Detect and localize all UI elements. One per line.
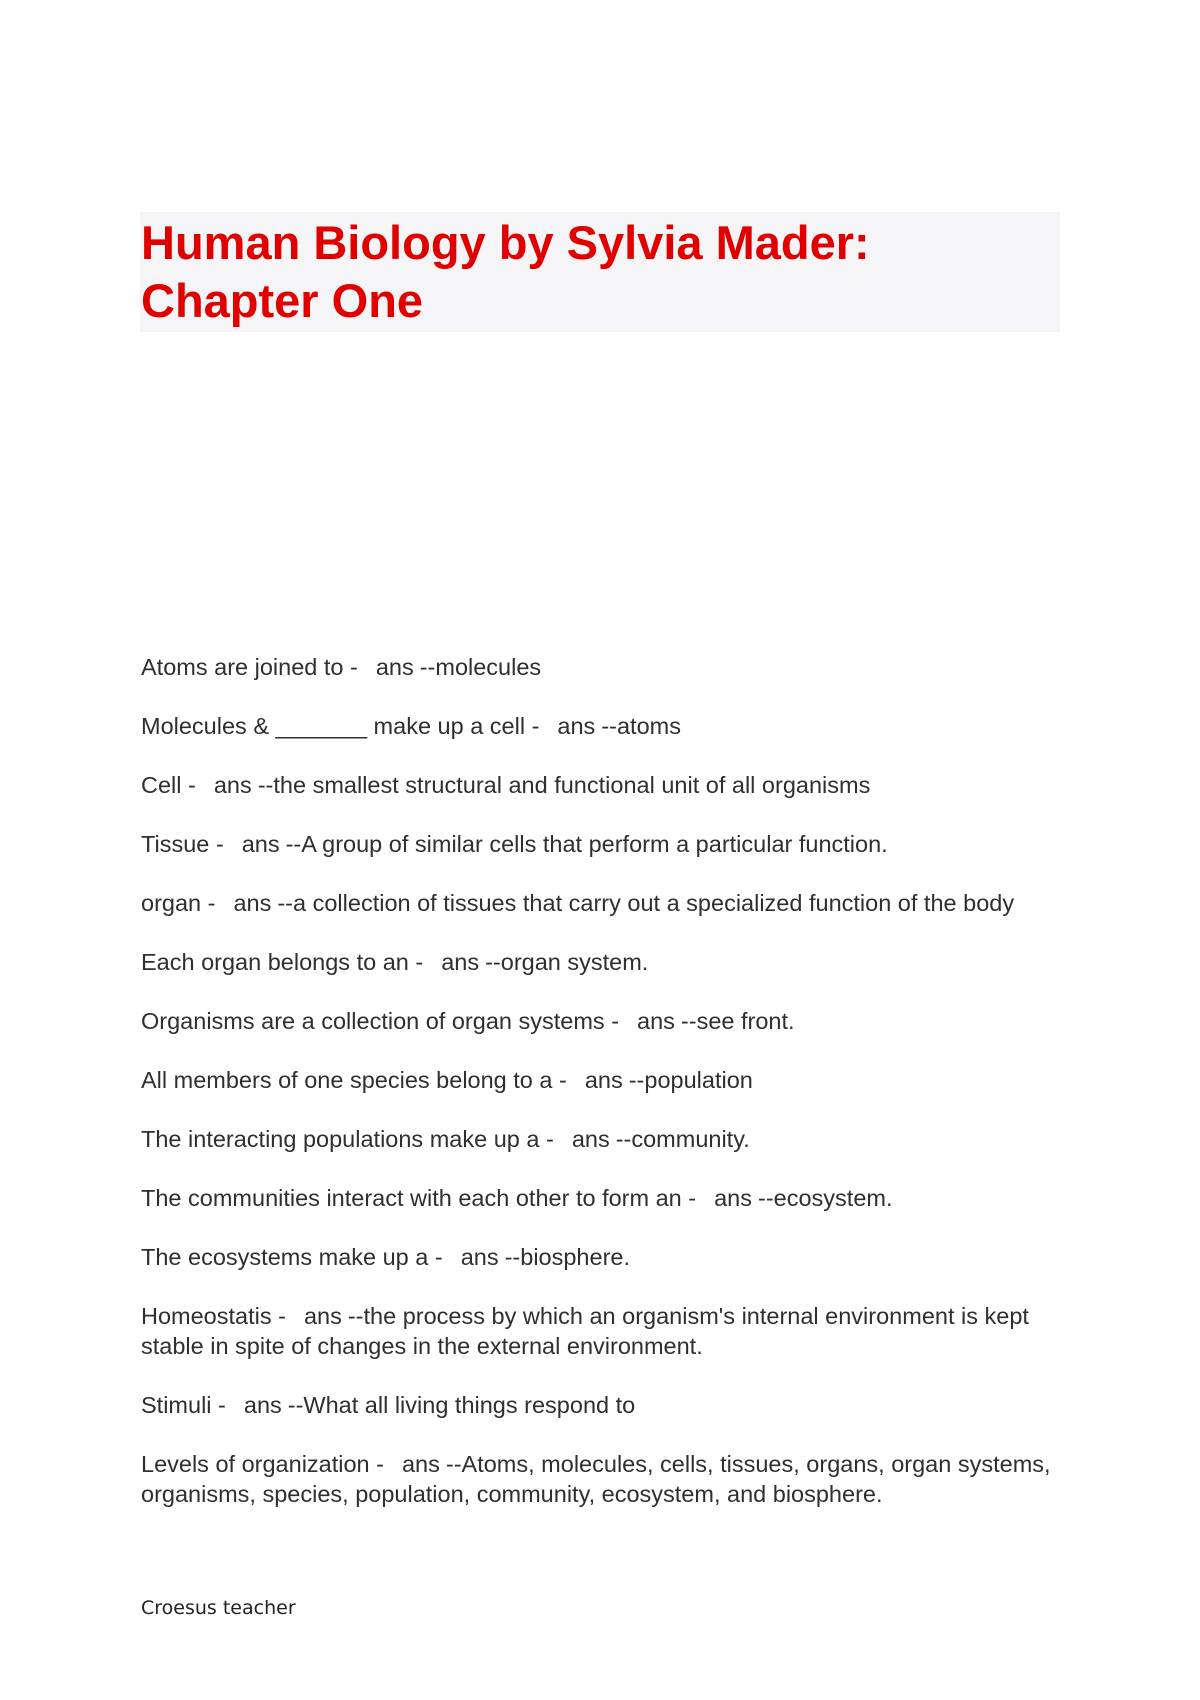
footer-author: Croesus teacher [141, 1597, 296, 1619]
answer: --population [628, 1067, 753, 1093]
question: Molecules & _______ make up a cell - [141, 713, 540, 739]
ans-label: ans [441, 949, 480, 975]
answer: --Atoms, molecules, cells, tissues, organs, organ systems, organisms, species, population, community, ecosystem, and biosphere. [141, 1451, 1051, 1507]
ans-label: ans [303, 1303, 342, 1329]
answer: --biosphere. [504, 1244, 630, 1270]
question: Organisms are a collection of organ systems - [141, 1008, 620, 1034]
question: The ecosystems make up a - [141, 1244, 443, 1270]
question: organ - [141, 890, 216, 916]
ans-label: ans [460, 1244, 499, 1270]
ans-label: ans [557, 713, 596, 739]
question: Levels of organization - [141, 1451, 384, 1477]
question: The communities interact with each other to form an - [141, 1185, 697, 1211]
answer: --a collection of tissues that carry out a specialized function of the body [277, 890, 1015, 916]
answer: --organ system. [485, 949, 649, 975]
title-line-2: Chapter One [141, 274, 424, 327]
qa-item [141, 1390, 1061, 1420]
ans-label: ans [571, 1126, 610, 1152]
qa-item [141, 1124, 1061, 1154]
qa-item [141, 1301, 1061, 1361]
qa-item [141, 1006, 1061, 1036]
ans-label: ans [241, 831, 280, 857]
qa-item [141, 829, 1061, 859]
qa-item [141, 711, 1061, 741]
answer: --see front. [680, 1008, 795, 1034]
answer: --A group of similar cells that perform a particular function. [285, 831, 888, 857]
ans-label: ans [375, 654, 414, 680]
ans-label: ans [233, 890, 272, 916]
qa-item [141, 1449, 1061, 1509]
qa-item [141, 888, 1061, 918]
title-line-1: Human Biology by Sylvia Mader: [141, 216, 870, 269]
qa-item [141, 1242, 1061, 1272]
question: Tissue - [141, 831, 224, 857]
question: All members of one species belong to a - [141, 1067, 567, 1093]
qa-item [141, 770, 1061, 800]
qa-item [141, 1065, 1061, 1095]
qa-item [141, 947, 1061, 977]
answer: --the smallest structural and functional unit of all organisms [257, 772, 871, 798]
question: Homeostatis - [141, 1303, 286, 1329]
question: Cell - [141, 772, 196, 798]
question: Atoms are joined to - [141, 654, 358, 680]
document-title [141, 214, 1041, 330]
question: Stimuli - [141, 1392, 226, 1418]
ans-label: ans [213, 772, 252, 798]
question: Each organ belongs to an - [141, 949, 424, 975]
answer: --molecules [419, 654, 542, 680]
ans-label: ans [401, 1451, 440, 1477]
ans-label: ans [243, 1392, 282, 1418]
ans-label: ans [637, 1008, 675, 1034]
question: The interacting populations make up a - [141, 1126, 554, 1152]
ans-label: ans [714, 1185, 752, 1211]
answer: --community. [615, 1126, 750, 1152]
answer: --What all living things respond to [287, 1392, 636, 1418]
answer: --atoms [601, 713, 681, 739]
answer: --ecosystem. [758, 1185, 893, 1211]
ans-label: ans [584, 1067, 623, 1093]
qa-list [141, 652, 1061, 1538]
answer: --the process by which an organism's internal environment is kept stable in spite of changes in the external environment. [141, 1303, 1029, 1359]
qa-item [141, 652, 1061, 682]
qa-item [141, 1183, 1061, 1213]
